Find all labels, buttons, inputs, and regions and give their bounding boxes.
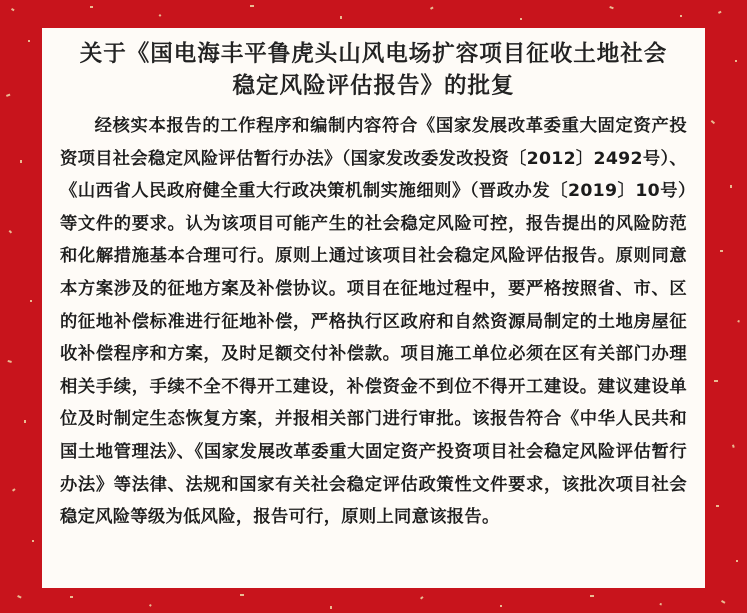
document-title xyxy=(60,38,687,102)
title-line-2: 稳定风险评估报告》的批复 xyxy=(232,73,515,99)
document-panel xyxy=(42,28,705,588)
title-line-1: 关于《国电海丰平鲁虎头山风电场扩容项目征收土地社会 xyxy=(79,41,668,67)
document-body: 经核实本报告的工作程序和编制内容符合《国家发展改革委重大固定资产投资项目社会稳定风险评估暂行办法》（国家发改委发改投资〔2012〕2492号）、《山西省人民政府健全重大行政决策机制实施细则》（晋政办发〔2019〕10号）等文件的要求。认为该项目可能产生的社会稳定风险可控，报告提出的风险防范和化解措施基本合理可行。原则上通过该项目社会稳定风险评估报告。原则同意本方案涉及的征地方案及补偿协议。项目在征地过程中，要严格按照省、市、区的征地补偿标准进行征地补偿，严格执行区政府和自然资源局制定的土地房屋征收补偿程序和方案，及时足额交付补偿款。项目施工单位必须在区有关部门办理相关手续，手续不全不得开工建设，补偿资金不到位不得开工建设。建议建设单位及时制定生态恢复方案，并报相关部门进行审批。该报告符合《中华人民共和国土地管理法》、《国家发展改革委重大固定资产投资项目社会稳定风险评估暂行办法》等法律、法规和国家有关社会稳定评估政策性文件要求，该批次项目社会稳定风险等级为低风险，报告可行，原则上同意该报告。 xyxy=(60,116,687,528)
